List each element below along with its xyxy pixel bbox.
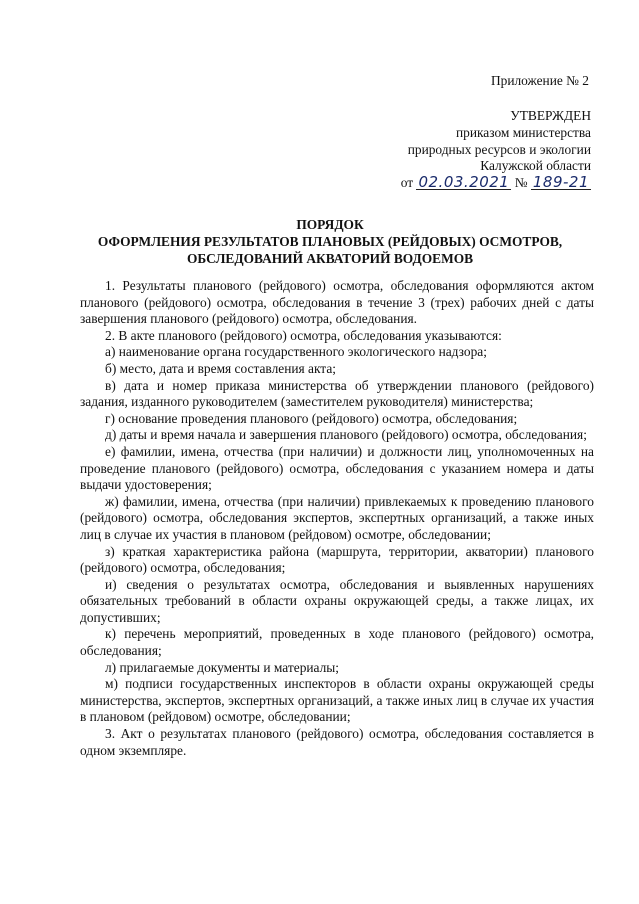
title-line: ПОРЯДОК [296,217,364,232]
number-prefix: № [514,175,528,191]
list-item: в) дата и номер приказа министерства об утверждении планового (рейдового) задания, изданного руководителем (заместителем руководителя) министерства; [80,377,594,410]
handwritten-date: 02.03.2021 [418,173,510,192]
from-prefix: от [400,175,414,191]
paragraph: 2. В акте планового (рейдового) осмотра, обследования указываются: [105,327,502,343]
list-item: к) перечень мероприятий, проведенных в ходе планового (рейдового) осмотра, обследования; [80,626,594,659]
list-item: е) фамилии, имена, отчества (при наличии) и должности лиц, уполномоченных на проведение планового (рейдового) осмотра, обследования с указанием номера и даты выдачи удостоверения; [80,443,594,493]
document-title [60,217,600,267]
paragraph: 3. Акт о результатах планового (рейдового) осмотра, обследования составляется в одном экземпляре. [80,726,594,758]
list-item: и) сведения о результатах осмотра, обследования и выявленных нарушениях обязательных требований в области охраны окружающей среды, а также лицах, их допустивших; [80,576,594,625]
paragraph: 1. Результаты планового (рейдового) осмотра, обследования оформляются актом планового (рейдового) осмотра, обследования в течение 3 (трех) рабочих дней с даты завершения планового (рейдового) осмотра, обследования. [80,278,594,327]
document-body [80,278,594,759]
order-date-number-line [401,175,591,192]
list-item: ж) фамилии, имена, отчества (при наличии) привлекаемых к проведению планового (рейдового) осмотра, обследования экспертов, экспертных организаций, а также иных лиц в случае их участия в плановом (рейдовом) осмотре, обследовании; [80,493,594,542]
title-line: ОБСЛЕДОВАНИЙ АКВАТОРИЙ ВОДОЕМОВ [186,250,474,266]
list-item: з) краткая характеристика района (маршрута, территории, акватории) планового (рейдового) осмотра, обследования; [80,543,594,576]
list-item: б) место, дата и время составления акта; [105,360,336,376]
list-item: д) даты и время начала и завершения планового (рейдового) осмотра, обследования; [105,427,587,443]
approved-heading: УТВЕРЖДЕН [510,108,591,123]
list-item: г) основание проведения планового (рейдового) осмотра, обследования; [105,410,518,426]
appendix-label: Приложение № 2 [490,73,589,88]
list-item: л) прилагаемые документы и материалы; [105,659,340,675]
title-line: ОФОРМЛЕНИЯ РЕЗУЛЬТАТОВ ПЛАНОВЫХ (РЕЙДОВЫХ) ОСМОТРОВ, [97,233,563,249]
list-item: а) наименование органа государственного экологического надзора; [105,344,487,360]
handwritten-number: 189-21 [532,173,589,192]
approved-line: приказом министерства [455,124,591,140]
list-item: м) подписи государственных инспекторов в области охраны окружающей среды министерства, экспертов, экспертных организаций, а также иных лиц в случае их участия в плановом (рейдовом) осмотре, обследовании; [80,676,594,725]
approved-line: Калужской области [480,158,591,174]
approval-block [401,108,591,192]
approved-line: природных ресурсов и экологии [407,141,591,157]
